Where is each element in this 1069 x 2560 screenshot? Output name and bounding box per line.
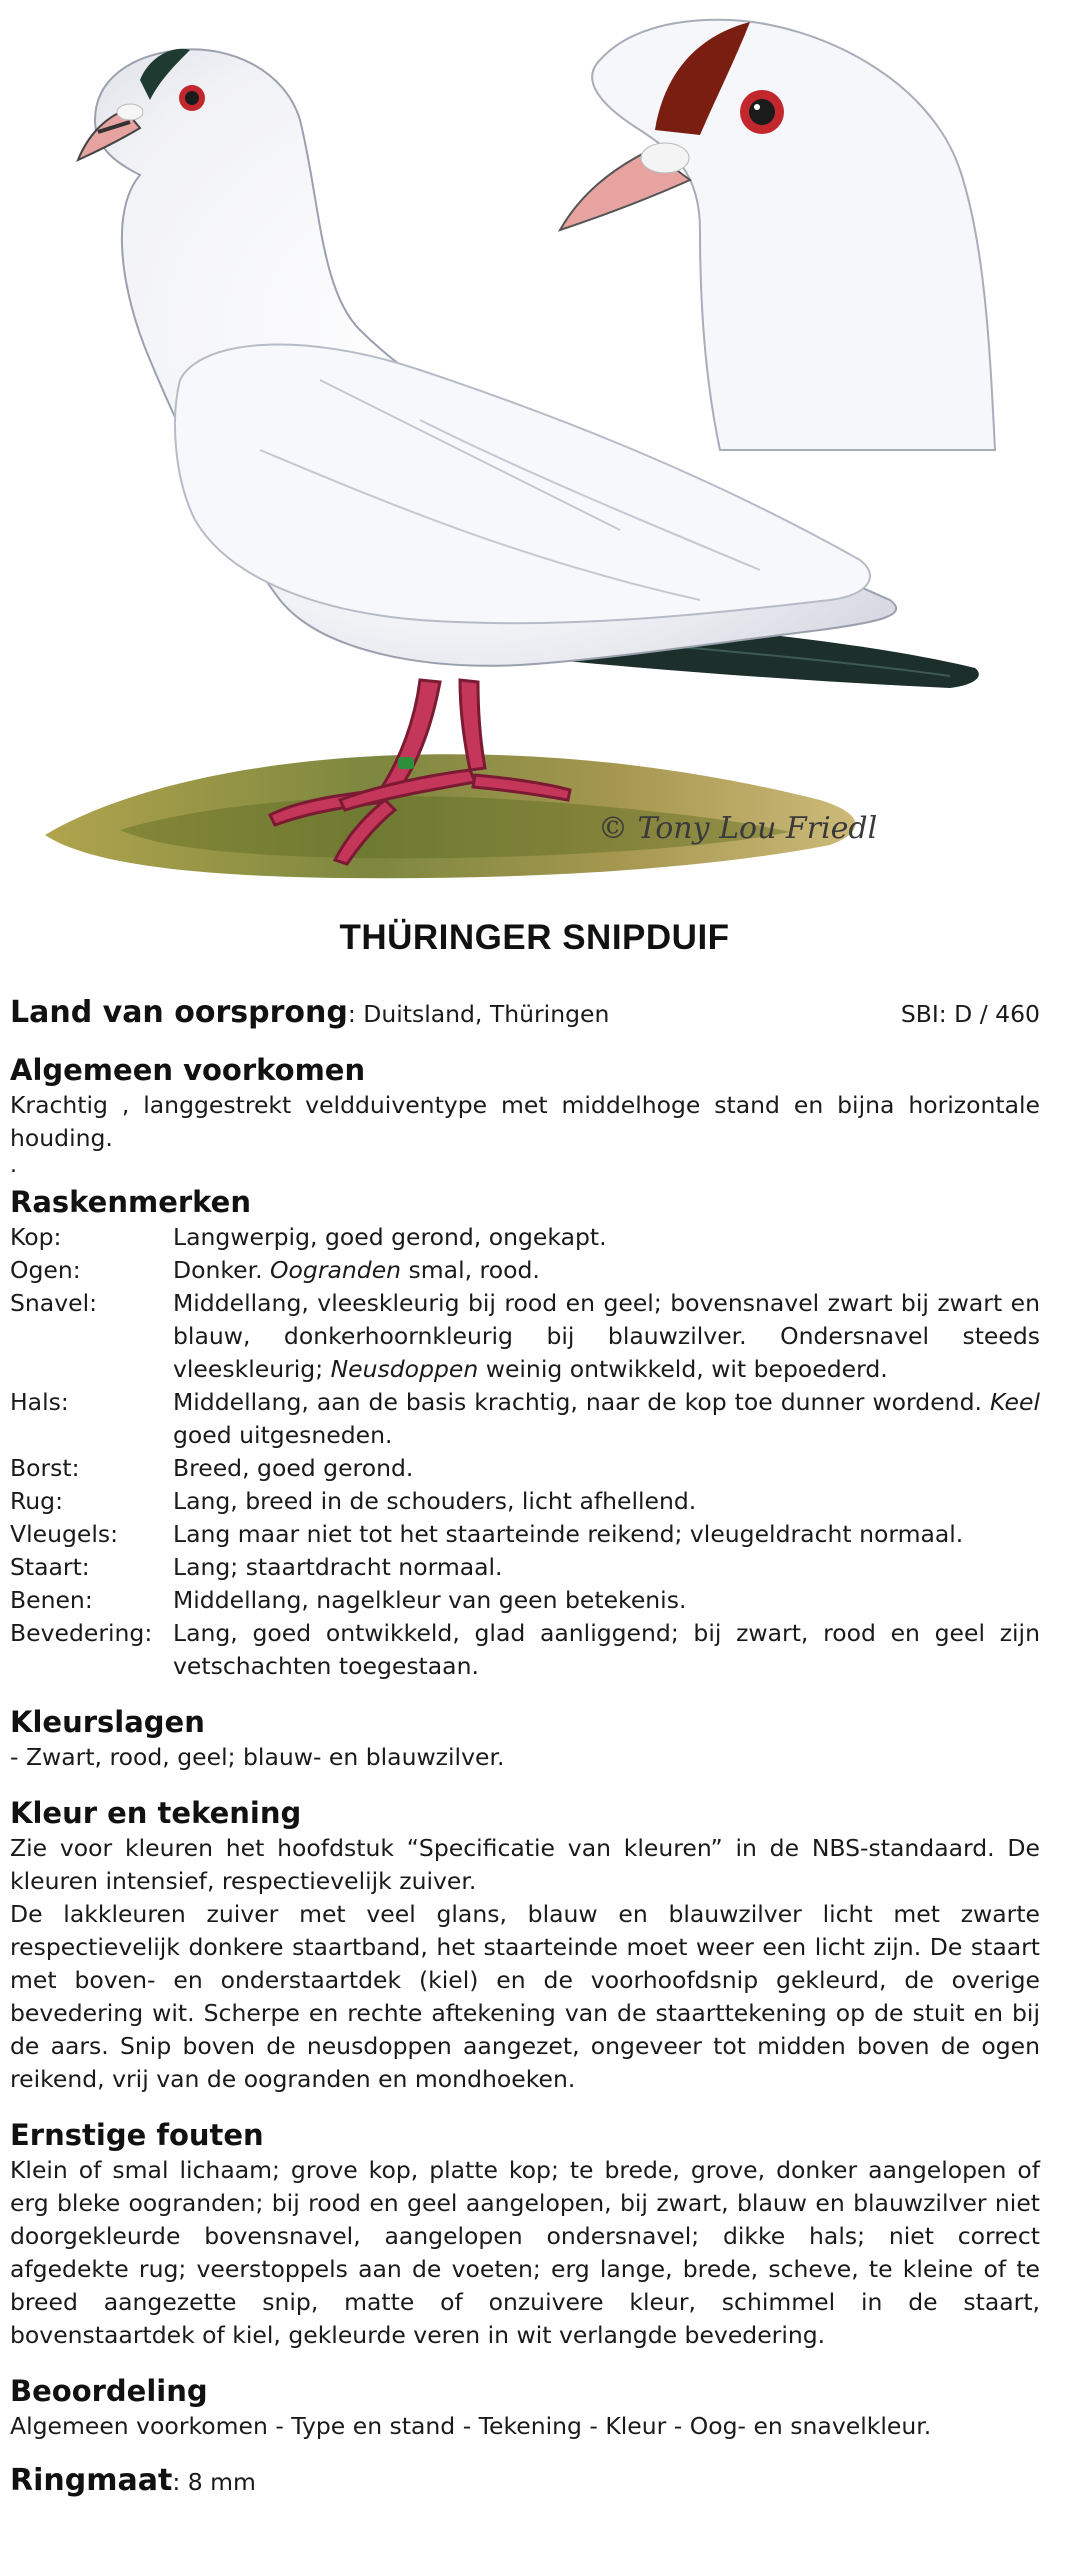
trait-value: Middellang, aan de basis krachtig, naar de kop toe dunner wordend. Keel goed uitgesneden.: [173, 1388, 1040, 1449]
leg-ring: [398, 757, 414, 769]
section-marking: [10, 1794, 1040, 2096]
ring-value: 8 mm: [187, 2468, 256, 2496]
trait-key: Vleugels:: [10, 1520, 119, 1548]
section-text: Krachtig , langgestrekt veldduiventype met middelhoge stand en bijna horizontale houding.: [10, 1091, 1040, 1152]
section-heading: Kleur en tekening: [10, 1796, 302, 1830]
section-traits: [10, 1183, 1040, 1683]
cere: [117, 104, 143, 120]
section-heading: Beoordeling: [10, 2374, 208, 2408]
section-text: Algemeen voorkomen - Type en stand - Tekening - Kleur - Oog- en snavelkleur.: [10, 2412, 932, 2440]
trait-row: [10, 1518, 1040, 1551]
trait-row: [10, 1254, 1040, 1287]
trait-value: Middellang, vleeskleurig bij rood en geel; bovensnavel zwart bij zwart en blauw, donkerhoornkleurig bij blauwzilver. Ondersnavel steeds vleeskleurig; Neusdoppen weinig ontwikkeld, wit bepoederd.: [173, 1289, 1040, 1383]
trait-value: Breed, goed gerond.: [173, 1454, 414, 1482]
section-general: [10, 1051, 1040, 1177]
section-heading: Algemeen voorkomen: [10, 1053, 366, 1087]
section-text: - Zwart, rood, geel; blauw- en blauwzilver.: [10, 1743, 505, 1771]
traits-table: [10, 1221, 1040, 1683]
trait-key: Bevedering:: [10, 1619, 153, 1647]
trait-value: Langwerpig, goed gerond, ongekapt.: [173, 1223, 607, 1251]
trait-key: Rug:: [10, 1487, 64, 1515]
trait-row: [10, 1551, 1040, 1584]
trait-row: [10, 1221, 1040, 1254]
trait-key: Borst:: [10, 1454, 80, 1482]
trait-value: Lang, breed in de schouders, licht afhellend.: [173, 1487, 697, 1515]
trait-row: [10, 1485, 1040, 1518]
trait-key: Hals:: [10, 1388, 69, 1416]
origin-label: Land van oorsprong: [10, 995, 348, 1030]
page-title: THÜRINGER SNIPDUIF: [339, 918, 730, 957]
trait-value: Lang maar niet tot het staarteinde reikend; vleugeldracht normaal.: [173, 1520, 964, 1548]
trait-value: Donker. Oogranden smal, rood.: [173, 1256, 540, 1284]
trait-row: [10, 1287, 1040, 1386]
section-heading: Kleurslagen: [10, 1705, 205, 1739]
pigeon-illustration: [0, 0, 1069, 900]
section-text: De lakkleuren zuiver met veel glans, blauw en blauwzilver licht met zwarte respectievelijk donkere staartband, het staarteinde moet weer een licht zijn. De staart met boven- en onderstaartdek (kiel) en de voorhoofdsnip gekleurd, de overige bevedering wit. Scherpe en rechte aftekening van de staarttekening op de stuit en bij de aars. Snip boven de neusdoppen aangezet, ongeveer tot midden boven de ogen reikend, vrij van de oogranden en mondhoeken.: [10, 1900, 1040, 2093]
trait-key: Ogen:: [10, 1256, 81, 1284]
section-colors: [10, 1703, 1040, 1774]
trait-key: Snavel:: [10, 1289, 98, 1317]
head-inset: [560, 20, 995, 450]
trait-row: [10, 1452, 1040, 1485]
trait-value: Middellang, nagelkleur van geen betekenis.: [173, 1586, 687, 1614]
trait-key: Benen:: [10, 1586, 93, 1614]
section-ring: Ringmaat: 8 mm: [10, 2463, 256, 2498]
origin-value: Duitsland, Thüringen: [363, 1000, 610, 1028]
trait-value: Lang, goed ontwikkeld, glad aanliggend; bij zwart, rood en geel zijn vetschachten toegestaan.: [173, 1619, 1040, 1680]
trait-value: Lang; staartdracht normaal.: [173, 1553, 503, 1581]
stray-dot: .: [10, 1153, 17, 1178]
section-text: Klein of smal lichaam; grove kop, platte kop; te brede, grove, donker aangelopen of erg bleke oogranden; bij rood en geel aangelopen, bij zwart, blauw en blauwzilver niet doorgekleurde bovensnavel, aangelopen ondersnavel; dikke hals; niet correct afgedekte rug; veerstoppels aan de voeten; erg lange, brede, scheve, te kleine of te breed aangezette snip, matte of onzuivere kleur, schimmel in de staart, bovenstaartdek of kiel, gekleurde veren in wit verlangde bevedering.: [10, 2156, 1040, 2349]
trait-row: [10, 1617, 1040, 1683]
trait-row: [10, 1584, 1040, 1617]
ring-label: Ringmaat: [10, 2463, 173, 2498]
artist-signature: © Tony Lou Friedl: [598, 811, 878, 846]
origin-row: Land van oorsprong: Duitsland, Thüringen SBI: D / 460: [10, 995, 1040, 1030]
trait-row: [10, 1386, 1040, 1452]
sbi-code: SBI: D / 460: [900, 1000, 1040, 1028]
breed-standard: [10, 995, 1040, 2499]
section-judging: [10, 2372, 1040, 2443]
section-faults: [10, 2116, 1040, 2352]
trait-key: Staart:: [10, 1553, 90, 1581]
section-heading: Ernstige fouten: [10, 2118, 264, 2152]
section-heading: Raskenmerken: [10, 1185, 251, 1219]
trait-key: Kop:: [10, 1223, 62, 1251]
section-text: Zie voor kleuren het hoofdstuk “Specificatie van kleuren” in de NBS-standaard. De kleuren intensief, respectievelijk zuiver.: [10, 1834, 1040, 1895]
